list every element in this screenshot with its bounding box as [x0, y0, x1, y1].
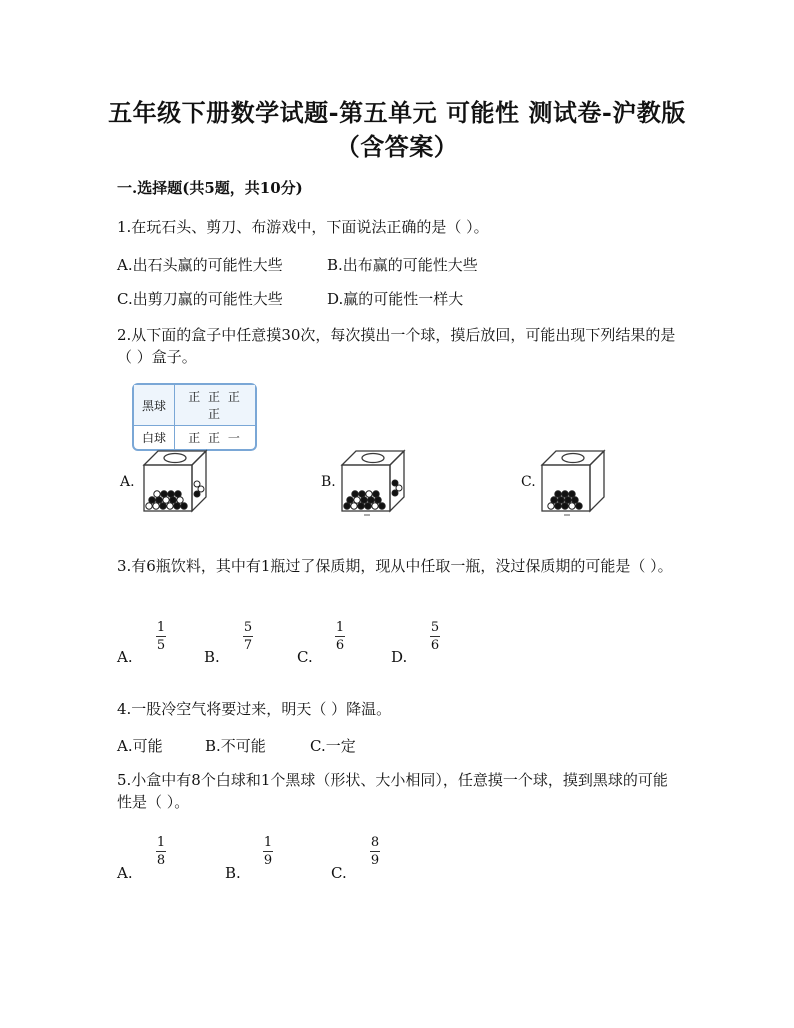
q3-option-d-fraction: [430, 620, 440, 653]
tally-marks: 正 正 一: [188, 431, 242, 445]
question-5-text: 5.小盒中有8个白球和1个黑球（形状、大小相同），任意摸一个球，摸到黑球的可能性是（ ）。: [117, 771, 668, 811]
question-2-text: 2.从下面的盒子中任意摸30次，每次摸出一个球，摸后放回，可能出现下列结果的是（ ）盒子。: [117, 326, 676, 366]
fraction-numerator: 1: [156, 835, 166, 850]
fraction-denominator: 5: [156, 638, 166, 653]
q4-option-c: C.一定: [310, 737, 356, 755]
fraction-denominator: 9: [263, 853, 273, 868]
box-a-label: A.: [120, 474, 135, 490]
q3-option-b-fraction: [243, 620, 253, 653]
q4-option-b: B.不可能: [205, 737, 266, 755]
fraction-denominator: 6: [335, 638, 345, 653]
q1-option-d: D.赢的可能性一样大: [327, 290, 464, 308]
q1-option-c: C.出剪刀赢的可能性大些: [117, 290, 283, 308]
ball-box-b: [338, 447, 408, 517]
box-c-label: C.: [521, 474, 536, 490]
fraction-denominator: 6: [430, 638, 440, 653]
q3-option-c-fraction: [335, 620, 345, 653]
question-3-text: 3.有6瓶饮料，其中有1瓶过了保质期，现从中任取一瓶，没过保质期的可能是（ ）。: [117, 557, 673, 575]
q3-option-d-label: D.: [391, 648, 408, 666]
page-subtitle: （含答案）: [335, 132, 459, 161]
tally-label: 白球: [134, 426, 175, 449]
section-heading: 一.选择题(共5题，共10分): [117, 179, 303, 197]
box-b-label: B.: [321, 474, 336, 490]
fraction-numerator: 1: [335, 620, 345, 635]
fraction-numerator: 5: [243, 620, 253, 635]
fraction-numerator: 5: [430, 620, 440, 635]
q3-option-b-label: B.: [204, 648, 220, 666]
ball-box-c: [538, 447, 608, 517]
question-4-text: 4.一股冷空气将要过来，明天（ ）降温。: [117, 700, 392, 718]
q3-option-a-fraction: [156, 620, 166, 653]
q3-option-c-label: C.: [297, 648, 313, 666]
q4-option-a: A.可能: [117, 737, 163, 755]
question-1-text: 1.在玩石头、剪刀、布游戏中，下面说法正确的是（ ）。: [117, 218, 489, 236]
q1-option-a: A.出石头赢的可能性大些: [117, 256, 283, 274]
q5-option-a-fraction: [156, 835, 166, 868]
q3-option-a-label: A.: [117, 648, 133, 666]
q5-option-c-label: C.: [331, 864, 347, 882]
tally-table: [132, 383, 257, 451]
fraction-numerator: 1: [263, 835, 273, 850]
fraction-denominator: 7: [243, 638, 253, 653]
fraction-denominator: 9: [370, 853, 380, 868]
q5-option-b-fraction: [263, 835, 273, 868]
q5-option-a-label: A.: [117, 864, 133, 882]
tally-marks: 正 正 正 正: [175, 385, 255, 426]
tally-label: 黑球: [134, 385, 175, 426]
q5-option-c-fraction: [370, 835, 380, 868]
tally-row-black: [134, 385, 255, 426]
tally-row-white: [134, 426, 255, 449]
page-title: 五年级下册数学试题-第五单元 可能性 测试卷-沪教版: [108, 98, 686, 127]
ball-box-a: [140, 447, 210, 515]
fraction-denominator: 8: [156, 853, 166, 868]
q5-option-b-label: B.: [225, 864, 241, 882]
q1-option-b: B.出布赢的可能性大些: [327, 256, 478, 274]
fraction-numerator: 8: [370, 835, 380, 850]
fraction-numerator: 1: [156, 620, 166, 635]
